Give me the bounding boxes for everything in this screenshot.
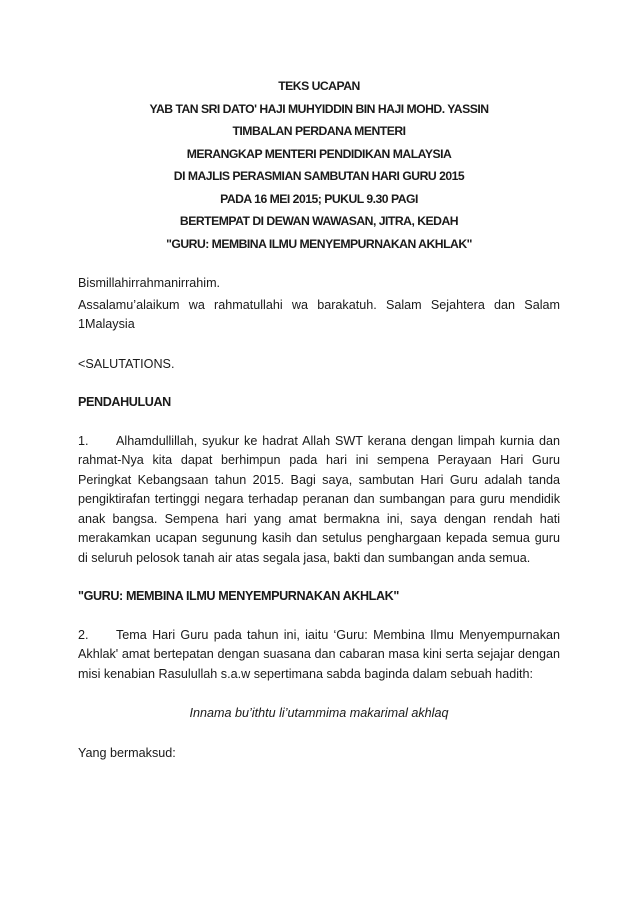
paragraph-2-number: 2. xyxy=(78,627,89,642)
section-heading-theme: "GURU: MEMBINA ILMU MENYEMPURNAKAN AKHLAK" xyxy=(78,589,399,603)
section-heading-introduction: PENDAHULUAN xyxy=(78,395,171,409)
hadith-quote: Innama bu’ithtu li’utammima makarimal akhlaq xyxy=(189,706,449,720)
header-event: DI MAJLIS PERASMIAN SAMBUTAN HARI GURU 2015 xyxy=(173,169,465,183)
paragraph-1-text: Alhamdullillah, syukur ke hadrat Allah SWT kerana dengan limpah kurnia dan rahmat-Nya kita dapat berhimpun pada hari ini sempena Perayaan Hari Guru Peringkat Kebangsaan tahun 2015. Bagi saya, sambutan Hari Guru adalah tanda pengiktirafan tertinggi negara terhadap peranan dan sumbangan para guru mendidik anak bangsa. Sempena hari yang amat bermakna ini, saya dengan rendah hati merakamkan ucapan segunung kasih dan setulus penghargaan kepada semua guru di seluruh pelosok tanah air atas segala jasa, bakti dan sumbangan anda semua. xyxy=(78,433,560,565)
paragraph-2 xyxy=(78,626,560,685)
document-content xyxy=(78,75,560,763)
header-theme: "GURU: MEMBINA ILMU MENYEMPURNAKAN AKHLAK" xyxy=(166,236,472,251)
paragraph-2-text: Tema Hari Guru pada tahun ini, iaitu ‘Guru: Membina Ilmu Menyempurnakan Akhlak' amat bertepatan dengan suasana dan cabaran masa kini serta sejajar dengan misi kenabian Rasulullah s.a.w sepertimana sabda baginda dalam sebuah hadith: xyxy=(78,627,560,681)
header-title: TEKS UCAPAN xyxy=(278,79,360,93)
header-speaker: YAB TAN SRI DATO' HAJI MUHYIDDIN BIN HAJI MOHD. YASSIN xyxy=(149,101,489,116)
paragraph-1-number: 1. xyxy=(78,433,89,448)
salutations: <SALUTATIONS. xyxy=(78,356,175,371)
paragraph-1 xyxy=(78,432,560,569)
header-position: TIMBALAN PERDANA MENTERI xyxy=(232,124,406,138)
header-ministry: MERANGKAP MENTERI PENDIDIKAN MALAYSIA xyxy=(186,146,452,161)
header-date: PADA 16 MEI 2015; PUKUL 9.30 PAGI xyxy=(220,191,418,206)
header-venue: BERTEMPAT DI DEWAN WAWASAN, JITRA, KEDAH xyxy=(179,214,459,228)
opening-greeting: Assalamu’alaikum wa rahmatullahi wa barakatuh. Salam Sejahtera dan Salam 1Malaysia xyxy=(78,297,560,331)
opening-bismillah: Bismillahirrahmanirrahim. xyxy=(78,276,221,290)
speech-header xyxy=(78,75,560,255)
closing-line: Yang bermaksud: xyxy=(78,745,176,760)
